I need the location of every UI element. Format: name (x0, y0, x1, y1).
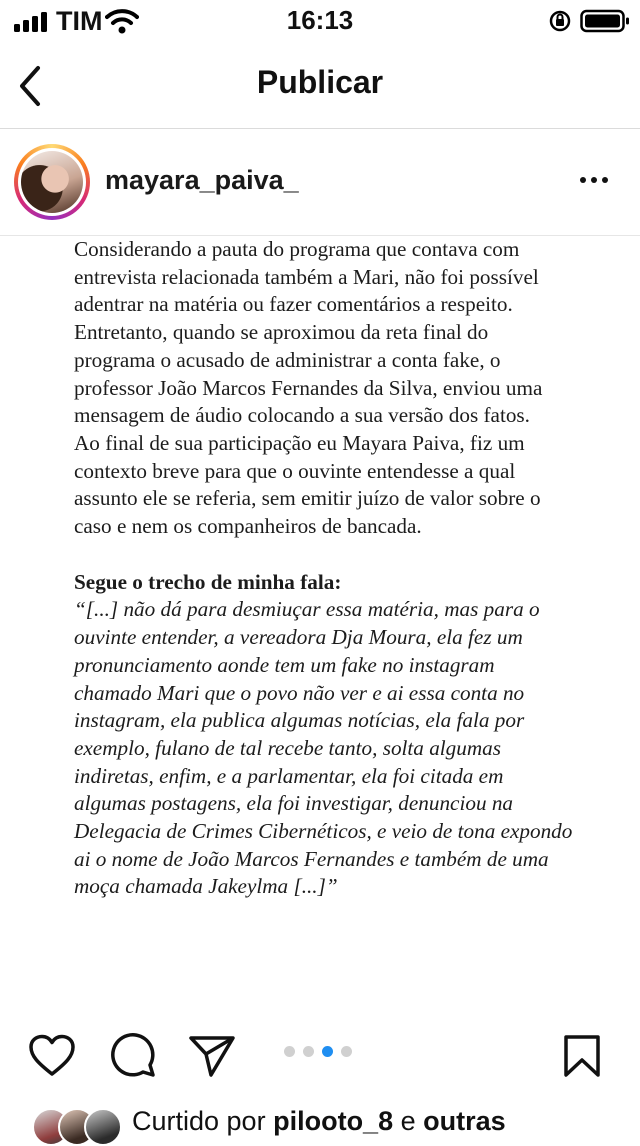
doc-quote-heading: Segue o trecho de minha fala: (74, 569, 342, 594)
battery-icon (580, 8, 630, 34)
page-title: Publicar (256, 64, 384, 100)
carousel-dot (341, 1046, 352, 1057)
heart-icon[interactable] (28, 1034, 76, 1078)
liker-avatar (84, 1108, 122, 1146)
avatar-photo (21, 151, 83, 213)
doc-paragraph-1: Considerando a pauta do programa que contava com entrevista relacionada também a Mari, não foi possível adentrar na matéria ou fazer comentários a respeito. (74, 237, 539, 317)
orientation-lock-icon (548, 8, 572, 34)
doc-quote: “[...] não dá para desmiuçar essa matéria, mas para o ouvinte entender, a vereadora Dja Moura, ela fez um pronunciamento aonde tem um fake no instagram chamado Mari que o povo não ver e ai essa conta no instagram, ela publica algumas notícias, ela fala por exemplo, fulano de tal recebe tanto, solta algumas indiretas, enfim, e a parlamentar, ela foi citada em algumas postagens, ela foi investigar, denunciou na Delegacia de Crimes Cibernéticos, e veio de tona expondo ai o nome de João Marcos Fernandes e também de uma moça chamada Jakeylma [...]” (74, 597, 573, 899)
carousel-indicator (284, 1046, 352, 1057)
avatar[interactable] (14, 144, 90, 220)
doc-paragraph-3: Ao final de sua participação eu Mayara Paiva, fiz um contexto breve para que o ouvinte entendesse a qual assunto ele se referia, sem emitir juízo de valor sobre o caso e nem os companheiros de bancada. (74, 430, 541, 539)
clock: 16:13 (286, 5, 354, 35)
more-options-button[interactable] (580, 177, 608, 183)
bookmark-icon[interactable] (562, 1034, 602, 1078)
nav-header (0, 44, 640, 129)
action-bar (0, 1018, 640, 1098)
doc-paragraph-2: Entretanto, quando se aproximou da reta final do programa o acusado de administrar a conta fake, o professor João Marcos Fernandes da Silva, enviou uma mensagem de áudio colocando a sua versão dos fatos. (74, 320, 543, 428)
liker-avatars[interactable] (32, 1108, 122, 1142)
likes-prefix: Curtido por (132, 1106, 266, 1136)
likes-user[interactable]: pilooto_8 (273, 1106, 394, 1136)
likes-row (0, 1102, 640, 1136)
post-header (0, 129, 640, 236)
carousel-dot (303, 1046, 314, 1057)
document-text (74, 236, 574, 901)
comment-icon[interactable] (110, 1032, 156, 1078)
likes-others[interactable]: outras (423, 1106, 506, 1136)
status-bar (0, 0, 640, 44)
carousel-dot-active (322, 1046, 333, 1057)
username-link[interactable]: mayara_paiva_ (105, 165, 299, 195)
carousel-dot (284, 1046, 295, 1057)
likes-conjunction: e (400, 1106, 416, 1136)
carrier-label: TIM (56, 6, 103, 36)
post-image[interactable] (0, 236, 640, 1018)
more-horizontal-icon (580, 177, 586, 183)
likes-text[interactable] (132, 1106, 506, 1137)
send-icon[interactable] (188, 1034, 236, 1078)
